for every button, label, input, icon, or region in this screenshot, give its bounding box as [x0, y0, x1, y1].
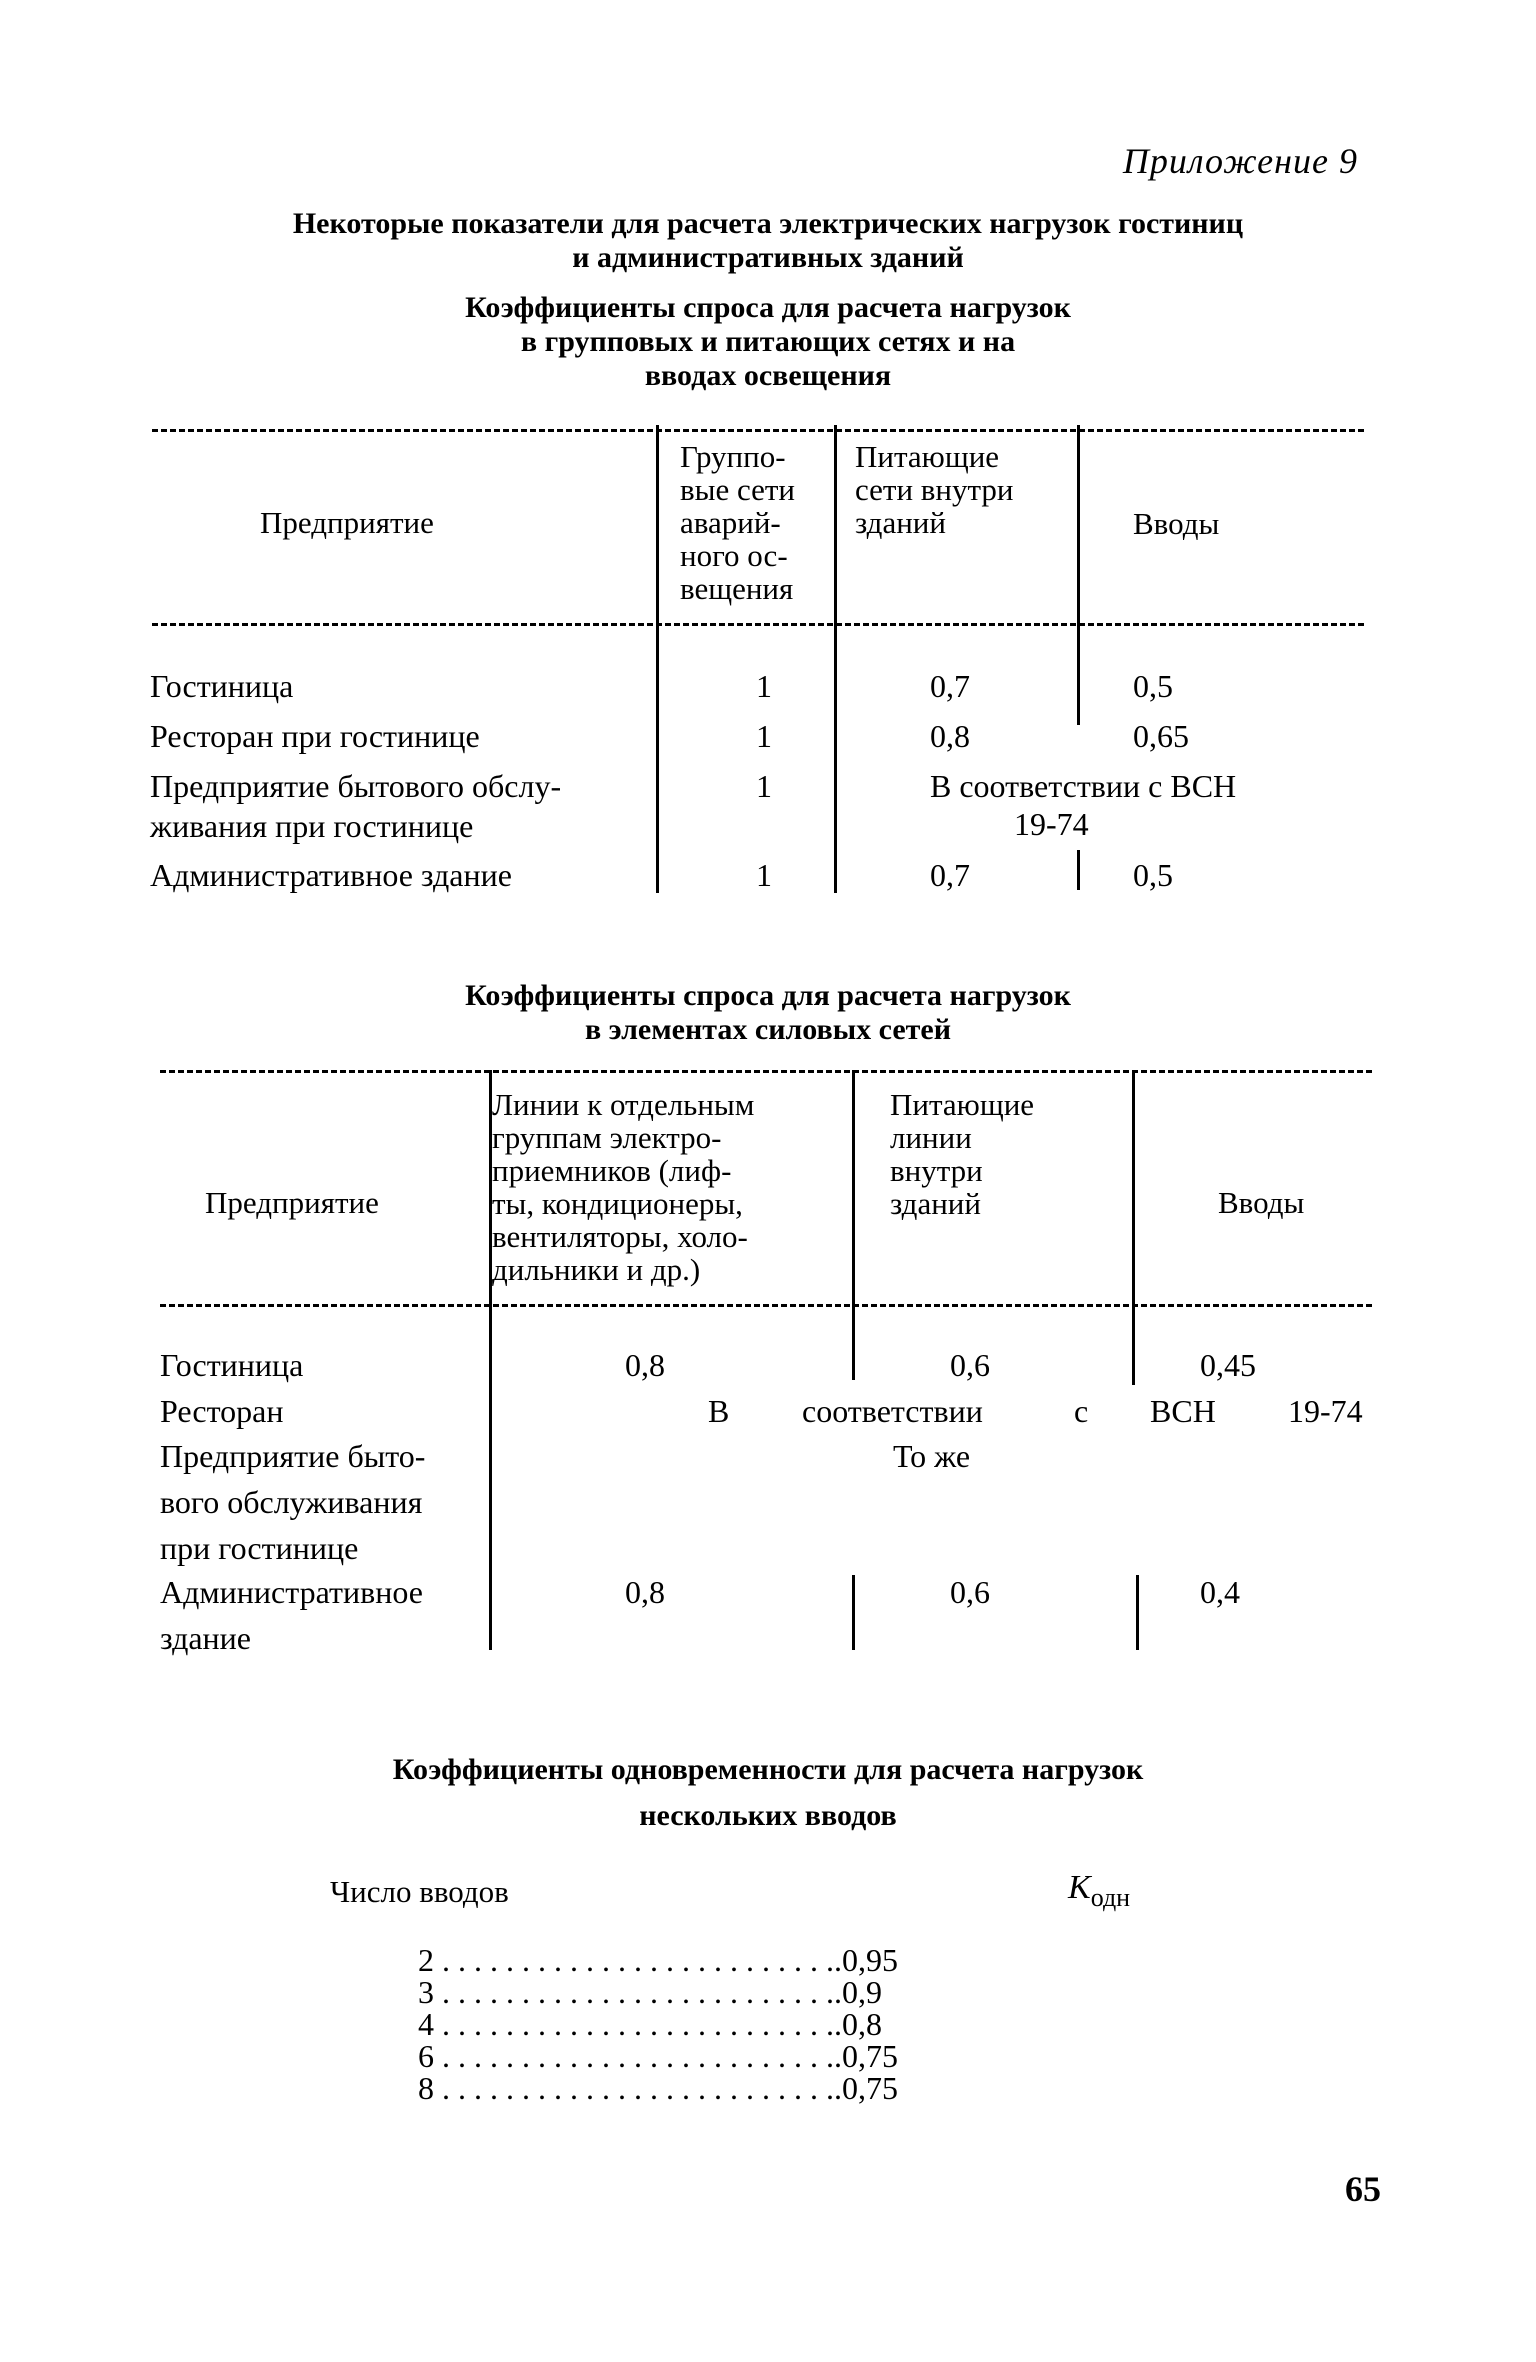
table2-row-3-name-line-1: Предприятие быто-: [160, 1438, 426, 1474]
table2-row-2-span-5: 19-74: [1288, 1393, 1363, 1429]
table1-col-divider-2: [834, 425, 837, 893]
table2-row-2-name: Ресторан: [160, 1393, 284, 1429]
table1-row-2-emergency: 1: [756, 718, 772, 754]
table1-row-3-name-line-2: живания при гостинице: [150, 808, 474, 844]
table2-header-lines: Линии к отдельным группам электро- приемников (лиф- ты, кондиционеры, вентиляторы, холо- дильники и др.): [492, 1087, 755, 1287]
table3-col-right: $K_{одн}$: [1068, 1869, 1131, 1912]
table1-title-line-3: вводах освещения: [644, 359, 892, 392]
page-number: 65: [1345, 2169, 1381, 2209]
table3-row: 3 . . . . . . . . . . . . . . . . . . . . . . . . ..0,9: [418, 1974, 882, 2010]
table1-row-4-emergency: 1: [756, 857, 772, 893]
table2-row-3-name-line-3: при гостинице: [160, 1530, 359, 1566]
table2-row-2-span-3: с: [1074, 1393, 1089, 1429]
table1-title-line-1: Коэффициенты спроса для расчета нагрузок: [465, 291, 1071, 324]
table2-col-divider-2b: [852, 1575, 855, 1650]
table1-col-divider-3b: [1077, 850, 1080, 890]
appendix-label: Приложение 9: [1122, 141, 1358, 181]
table2-title-line-2: в элементах силовых сетей: [584, 1013, 952, 1046]
table3-row: 6 . . . . . . . . . . . . . . . . . . . . . . . . ..0,75: [418, 2038, 898, 2074]
table2-row-4-inputs: 0,4: [1200, 1574, 1240, 1610]
table2-row-4-feeding: 0,6: [950, 1574, 990, 1610]
table2-header-rule: [160, 1304, 1372, 1307]
table3-title-line-1: Коэффициенты одновременности для расчета нагрузок: [392, 1753, 1144, 1786]
table1-header-emergency: Группо- вые сети аварий- ного ос- вещения: [680, 439, 796, 606]
table2-col-divider-2a: [852, 1070, 855, 1380]
table2-row-3-name-line-2: вого обслуживания: [160, 1484, 423, 1520]
table1-row-4-name: Административное здание: [150, 857, 512, 893]
table2-col-divider-3b: [1136, 1575, 1139, 1650]
table1-row-1-inputs: 0,5: [1133, 668, 1173, 704]
table1-col-divider-1: [656, 425, 659, 893]
table1-row-1-emergency: 1: [756, 668, 772, 704]
table1-header-rule: [152, 623, 1364, 626]
table2-row-2-span-1: В: [708, 1393, 730, 1429]
table2-header-inputs: Вводы: [1218, 1185, 1305, 1220]
table2-header-feeding: Питающие линии внутри зданий: [890, 1087, 1035, 1221]
table1-row-2-name: Ресторан при гостинице: [150, 718, 480, 754]
table1-row-2-inputs: 0,65: [1133, 718, 1189, 754]
table1-row-3-name-line-1: Предприятие бытового обслу-: [150, 768, 562, 804]
table2-row-3-same: То же: [893, 1438, 971, 1474]
table1-row-3-span-line-2: 19-74: [1014, 806, 1089, 842]
table2-top-rule: [160, 1070, 1372, 1073]
table1-row-3-emergency: 1: [756, 768, 772, 804]
table2-row-4-lines: 0,8: [625, 1574, 665, 1610]
table2-title-line-1: Коэффициенты спроса для расчета нагрузок: [465, 979, 1071, 1012]
table1-row-1-name: Гостиница: [150, 668, 294, 704]
table1-row-3-span-line-1: В соответствии с ВСН: [930, 768, 1237, 804]
table1-row-4-inputs: 0,5: [1133, 857, 1173, 893]
table2-row-4-name-line-1: Административное: [160, 1574, 423, 1610]
table1-row-4-feeding: 0,7: [930, 857, 970, 893]
table1-top-rule: [152, 429, 1364, 432]
table2-row-1-lines: 0,8: [625, 1347, 665, 1383]
table2-row-1-name: Гостиница: [160, 1347, 304, 1383]
table1-row-2-feeding: 0,8: [930, 718, 970, 754]
table2-row-2-span-2: соответствии: [802, 1393, 983, 1429]
table3-title-line-2: нескольких вводов: [639, 1799, 897, 1832]
table1-row-1-feeding: 0,7: [930, 668, 970, 704]
table2-row-1-feeding: 0,6: [950, 1347, 990, 1383]
table1-col-divider-3a: [1077, 425, 1080, 725]
table1-header-inputs: Вводы: [1133, 506, 1220, 541]
table2-header-enterprise: Предприятие: [205, 1185, 379, 1220]
table2-col-divider-3a: [1132, 1070, 1135, 1385]
table2-row-1-inputs: 0,45: [1200, 1347, 1256, 1383]
table1-header-enterprise: Предприятие: [260, 505, 434, 540]
table2-row-2-span-4: ВСН: [1150, 1393, 1216, 1429]
main-title-line-1: Некоторые показатели для расчета электрических нагрузок гостиниц: [292, 207, 1244, 240]
main-title-line-2: и административных зданий: [572, 241, 964, 274]
table3-col-left: Число вводов: [330, 1874, 509, 1909]
table3-row: 4 . . . . . . . . . . . . . . . . . . . . . . . . ..0,8: [418, 2006, 882, 2042]
table2-row-4-name-line-2: здание: [160, 1620, 251, 1656]
table3-row: 8 . . . . . . . . . . . . . . . . . . . . . . . . ..0,75: [418, 2070, 898, 2106]
table1-title-line-2: в групповых и питающих сетях и на: [520, 325, 1016, 358]
table1-header-feeding: Питающие сети внутри зданий: [855, 439, 1014, 540]
table3-row: 2 . . . . . . . . . . . . . . . . . . . . . . . . ..0,95: [418, 1942, 898, 1978]
